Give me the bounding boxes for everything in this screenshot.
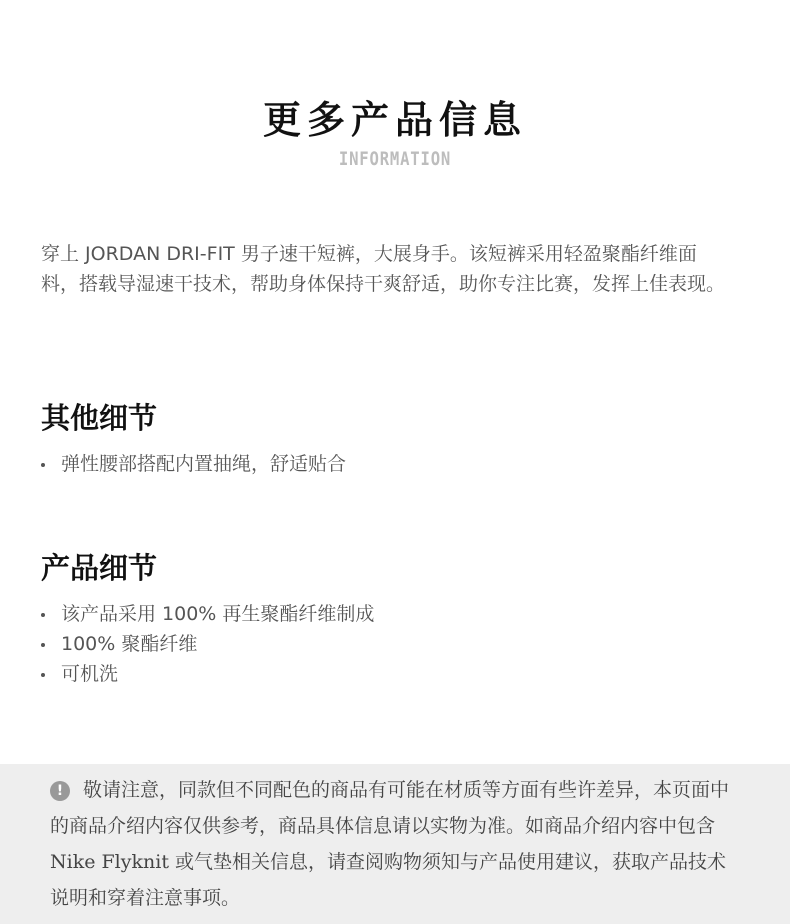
notice-box — [0, 764, 790, 924]
page-title: 更多产品信息 — [262, 98, 527, 142]
other-details-heading: 其他细节 — [41, 401, 158, 435]
notice-text-block — [50, 772, 740, 916]
product-details-list — [41, 599, 374, 689]
list-item: 100% 聚酯纤维 — [41, 629, 374, 659]
list-item: 该产品采用 100% 再生聚酯纤维制成 — [41, 599, 374, 629]
product-description: 穿上 JORDAN DRI-FIT 男子速干短裤，大展身手。该短裤采用轻盈聚酯纤维面料，搭载导湿速干技术，帮助身体保持干爽舒适，助你专注比赛，发挥上佳表现。 — [41, 243, 726, 295]
notice-text: 敬请注意，同款但不同配色的商品有可能在材质等方面有些许差异，本页面中的商品介绍内容仅供参考，商品具体信息请以实物为准。如商品介绍内容中包含 Nike Flyknit 或气垫相关信息，请查阅购物须知与产品使用建议，获取产品技术说明和穿着注意事项。 — [50, 779, 730, 909]
page-header — [0, 92, 790, 170]
other-details-list — [41, 449, 346, 479]
page-subtitle: INFORMATION — [338, 148, 452, 170]
product-details-heading: 产品细节 — [41, 551, 158, 585]
list-item: 弹性腰部搭配内置抽绳，舒适贴合 — [41, 449, 346, 479]
exclamation-circle-icon: ! — [50, 781, 70, 801]
list-item: 可机洗 — [41, 659, 374, 689]
